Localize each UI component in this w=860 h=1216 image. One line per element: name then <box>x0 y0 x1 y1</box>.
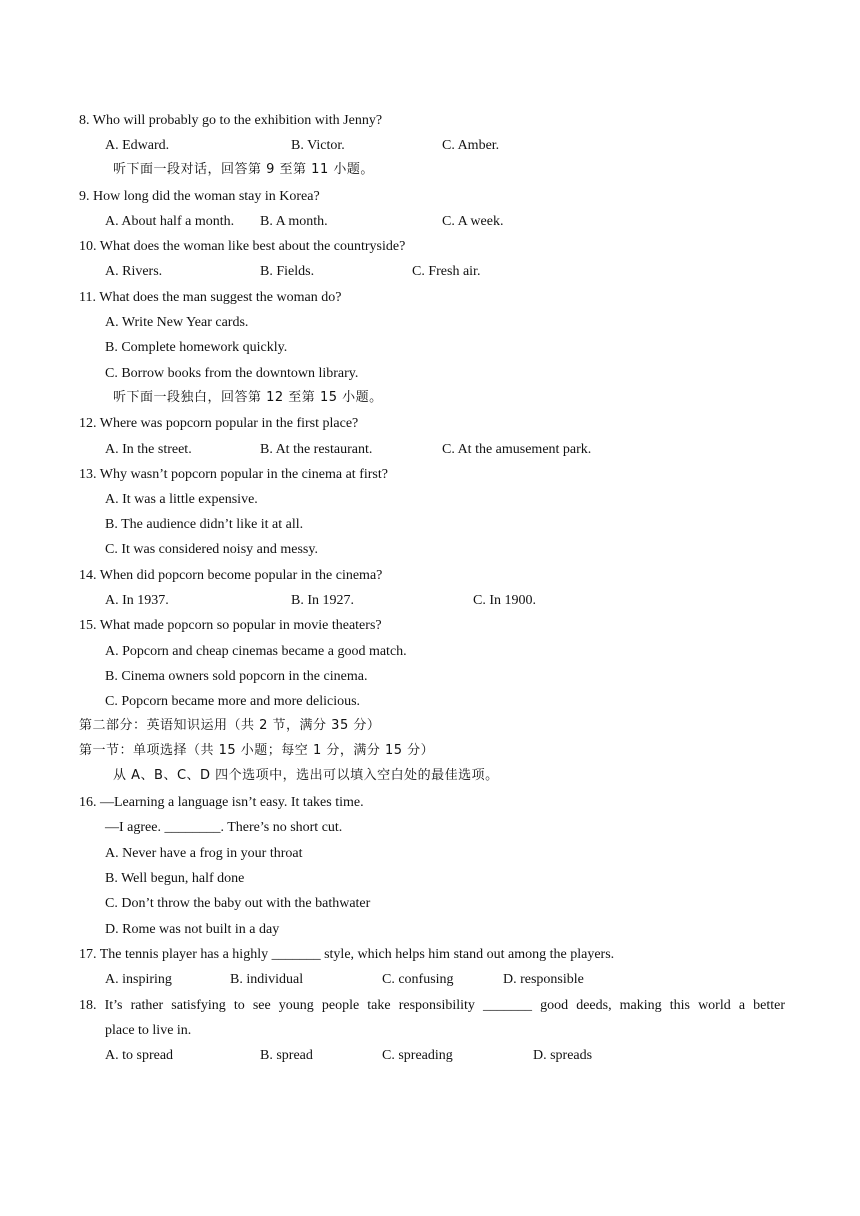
question-16-stem-line1: 16. —Learning a language isn’t easy. It takes time. <box>79 795 364 810</box>
question-13-option-b: B. The audience didn’t like it at all. <box>105 517 304 532</box>
question-9-stem: 9. How long did the woman stay in Korea? <box>79 189 320 204</box>
question-14-option-b: B. In 1927. <box>291 593 354 608</box>
question-18-option-b: B. spread <box>260 1048 313 1063</box>
question-18-option-c: C. spreading <box>382 1048 453 1063</box>
question-14-option-a: A. In 1937. <box>105 593 169 608</box>
question-17-option-a: A. inspiring <box>105 972 172 987</box>
question-15-option-c: C. Popcorn became more and more delicious. <box>105 694 361 709</box>
question-11-option-c: C. Borrow books from the downtown library. <box>105 366 359 381</box>
question-14-stem: 14. When did popcorn become popular in the cinema? <box>79 568 383 583</box>
question-8-option-a: A. Edward. <box>105 138 170 153</box>
section-instruction-12-15: 听下面一段独白，回答第 12 至第 15 小题。 <box>113 390 383 405</box>
question-16-option-c: C. Don’t throw the baby out with the bathwater <box>105 896 371 911</box>
question-11-stem: 11. What does the man suggest the woman do? <box>79 290 342 305</box>
question-16-option-a: A. Never have a frog in your throat <box>105 846 303 861</box>
question-15-option-a: A. Popcorn and cheap cinemas became a good match. <box>105 644 407 659</box>
question-14-option-c: C. In 1900. <box>473 593 536 608</box>
question-12-option-c: C. At the amusement park. <box>442 442 592 457</box>
question-16-stem-line2: —I agree. ________. There’s no short cut. <box>105 820 343 835</box>
question-10-option-b: B. Fields. <box>260 264 315 279</box>
question-16-option-d: D. Rome was not built in a day <box>105 922 280 937</box>
question-13-option-c: C. It was considered noisy and messy. <box>105 542 318 557</box>
question-9-option-b: B. A month. <box>260 214 328 229</box>
question-18-stem-line2: place to live in. <box>105 1023 192 1038</box>
part-two-title: 第二部分：英语知识运用（共 2 节，满分 35 分） <box>79 718 381 733</box>
question-15-option-b: B. Cinema owners sold popcorn in the cinema. <box>105 669 368 684</box>
question-12-stem: 12. Where was popcorn popular in the first place? <box>79 416 359 431</box>
question-11-option-a: A. Write New Year cards. <box>105 315 249 330</box>
question-8-option-b: B. Victor. <box>291 138 345 153</box>
question-18-stem-line1: 18. It’s rather satisfying to see young people take responsibility _______ good deeds, making this world a better <box>79 998 785 1013</box>
question-17-option-b: B. individual <box>230 972 304 987</box>
question-11-option-b: B. Complete homework quickly. <box>105 340 288 355</box>
question-16-option-b: B. Well begun, half done <box>105 871 245 886</box>
question-8-stem: 8. Who will probably go to the exhibition with Jenny? <box>79 113 383 128</box>
question-17-stem: 17. The tennis player has a highly _______ style, which helps him stand out among the players. <box>79 947 615 962</box>
section-one-instruction: 从 A、B、C、D 四个选项中，选出可以填入空白处的最佳选项。 <box>113 768 499 783</box>
question-9-option-c: C. A week. <box>442 214 504 229</box>
question-17-option-c: C. confusing <box>382 972 454 987</box>
question-10-stem: 10. What does the woman like best about the countryside? <box>79 239 406 254</box>
question-13-stem: 13. Why wasn’t popcorn popular in the cinema at first? <box>79 467 388 482</box>
section-instruction-9-11: 听下面一段对话，回答第 9 至第 11 小题。 <box>113 162 374 177</box>
section-one-title: 第一节：单项选择（共 15 小题；每空 1 分，满分 15 分） <box>79 743 435 758</box>
question-8-option-c: C. Amber. <box>442 138 500 153</box>
question-18-option-a: A. to spread <box>105 1048 174 1063</box>
question-9-option-a: A. About half a month. <box>105 214 235 229</box>
question-17-option-d: D. responsible <box>503 972 584 987</box>
question-12-option-a: A. In the street. <box>105 442 192 457</box>
question-15-stem: 15. What made popcorn so popular in movie theaters? <box>79 618 382 633</box>
question-10-option-a: A. Rivers. <box>105 264 163 279</box>
question-18-option-d: D. spreads <box>533 1048 593 1063</box>
question-13-option-a: A. It was a little expensive. <box>105 492 258 507</box>
question-10-option-c: C. Fresh air. <box>412 264 481 279</box>
question-12-option-b: B. At the restaurant. <box>260 442 373 457</box>
